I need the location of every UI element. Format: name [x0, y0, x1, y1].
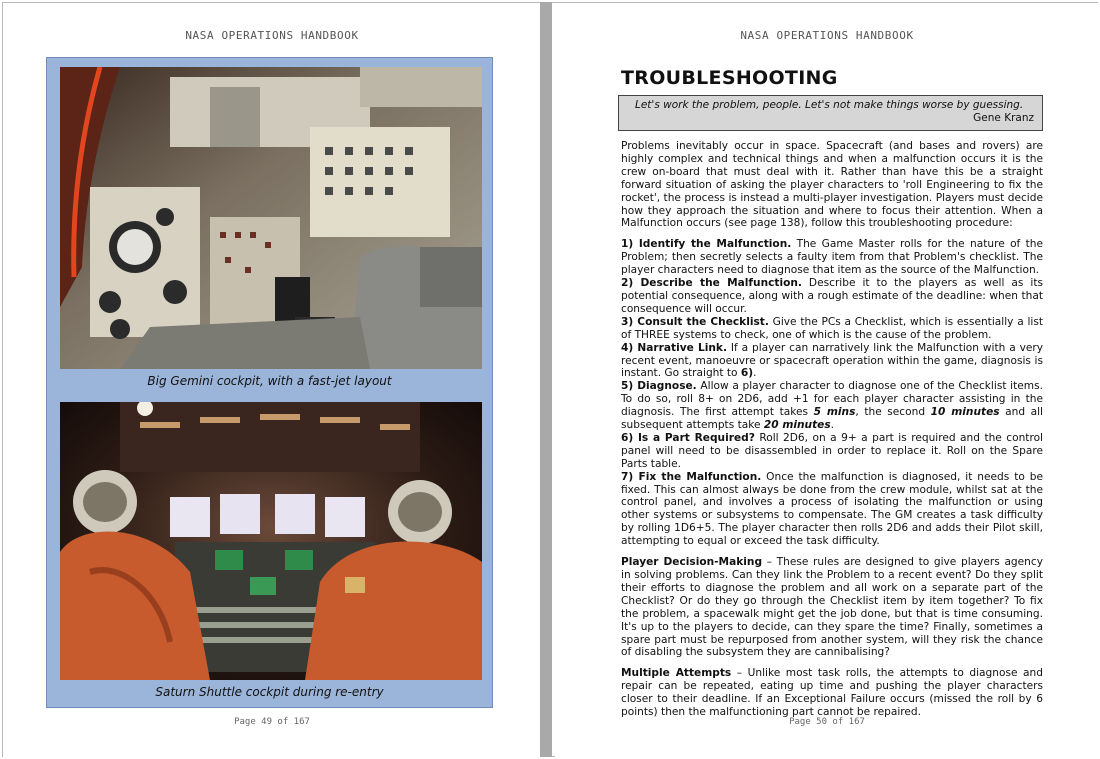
picture-frame [46, 57, 493, 708]
epigraph-author: Gene Kranz [973, 112, 1034, 124]
step-3 [621, 316, 1043, 342]
step-body: Roll 2D6, on a 9+ a part is required and the control panel will need to be disassembled in order to replace it. Roll on the Spare Parts table. [621, 431, 1044, 470]
body-text [621, 140, 1043, 719]
step-body: If a player can narratively link the Malfunction with a very recent event, manoeuvre or spacecraft operation within the game, diagnosis is instant. Go straight to [621, 341, 1043, 380]
multiple-body: – Unlike most task rolls, the attempts to diagnose and repair can be repeated, eating up time and pushing the player characters closer to their deadline. If an Exceptional Failure occurs (missed the roll by 6 points) then the malfunctioning part cannot be repaired. [621, 667, 1043, 719]
page-number-left: Page 49 of 167 [234, 717, 310, 727]
step-body: Allow a player character to diagnose one of the Checklist items. To do so, roll 8+ on 2D6, add +1 for each player character assisting in the diagnosis. The first attempt takes [621, 380, 1043, 419]
decision-heading: Player Decision-Making [621, 556, 763, 569]
step-body-mid2: and all subsequent attempts take [621, 406, 1043, 432]
duration-first: 5 mins [813, 406, 856, 419]
intro-paragraph: Problems inevitably occur in space. Spacecraft (and bases and rovers) are highly complex and technical things and when a malfunction occurs it is the crew on-board that must deal with it. Rather than have this be a straight forward situation of asking the player characters to 'roll Engineering to fix the rocket', the process is instead a multi-player investigation. Players must decide how they approach the situation and where to focus their attention. When a Malfunction occurs (see page 138), follow this troubleshooting procedure: [621, 140, 1043, 230]
page-50 [555, 3, 1099, 758]
step-heading: 4) Narrative Link. [621, 341, 727, 354]
step-body: The Game Master rolls for the nature of the Problem; then secretly selects a faulty item from that Problem's checklist. The player characters need to diagnose that item as the source of the Malfunction. [621, 238, 1043, 277]
epigraph-box [618, 95, 1043, 131]
step-heading: 7) Fix the Malfunction. [621, 470, 762, 483]
epigraph-quote: Let's work the problem, people. Let's not make things worse by guessing. [635, 99, 1024, 111]
step-5 [621, 380, 1043, 432]
decision-body: – These rules are designed to give players agency in solving problems. Can they link the Problem to a recent event? Do they split their efforts to diagnose the problem and all work on a separate part of the Checklist? Or do they go through the Checklist item by item together? To fix the problem, a spacewalk might get the job done, but that is time consuming. It's up to the players to decide, can they spare the time? Finally, sometimes a spare part must be repurposed from another system, will they risk the chance of disabling the subsystem they are cannibalising? [621, 556, 1043, 659]
step-heading: 1) Identify the Malfunction. [621, 238, 792, 251]
chapter-title: TROUBLESHOOTING [621, 67, 838, 89]
multiple-attempts-paragraph [621, 667, 1043, 719]
step-body: Give the PCs a Checklist, which is essentially a list of THREE systems to check, one of which is the cause of the problem. [621, 315, 1043, 341]
running-head-right: NASA OPERATIONS HANDBOOK [740, 29, 914, 42]
step-1 [621, 238, 1043, 277]
step-end: . [753, 367, 757, 380]
step-heading: 3) Consult the Checklist. [621, 315, 769, 328]
duration-second: 10 minutes [930, 406, 1000, 419]
step-body: Once the malfunction is diagnosed, it needs to be fixed. This can almost always be done from the crew module, whilst sat at the control panel, and involves a process of isolating the malfunction or using other systems or subsystems to compensate. The GM creates a task difficulty by rolling 1D6+5. The player character then rolls 2D6 and adds their Pilot skill, attempting to equal or exceed the task difficulty. [621, 470, 1043, 548]
page-number-right: Page 50 of 167 [789, 717, 865, 727]
step-2 [621, 277, 1043, 316]
page-49 [3, 3, 541, 758]
page-gutter [540, 2, 552, 757]
step-7 [621, 471, 1043, 548]
step-heading: 2) Describe the Malfunction. [621, 277, 802, 290]
step-heading: 5) Diagnose. [621, 380, 697, 393]
step-body: Describe it to the players as well as its potential consequence, along with a rough estimate of the deadline: when that consequence will occur. [621, 277, 1043, 315]
step-4 [621, 342, 1043, 381]
step-ref: 6) [740, 367, 754, 380]
duration-subsequent: 20 minutes [763, 419, 831, 432]
caption-gemini: Big Gemini cockpit, with a fast-jet layout [147, 374, 392, 388]
caption-shuttle: Saturn Shuttle cockpit during re-entry [155, 685, 384, 699]
step-6 [621, 432, 1043, 471]
step-heading: 6) Is a Part Required? [621, 431, 755, 444]
running-head-left: NASA OPERATIONS HANDBOOK [185, 29, 359, 42]
decision-making-paragraph [621, 556, 1043, 659]
step-end: . [830, 419, 835, 432]
step-body-mid: , the second [855, 406, 931, 419]
shuttle-cockpit-photo [60, 402, 482, 680]
multiple-heading: Multiple Attempts [621, 667, 732, 680]
gemini-cockpit-photo [60, 67, 482, 369]
